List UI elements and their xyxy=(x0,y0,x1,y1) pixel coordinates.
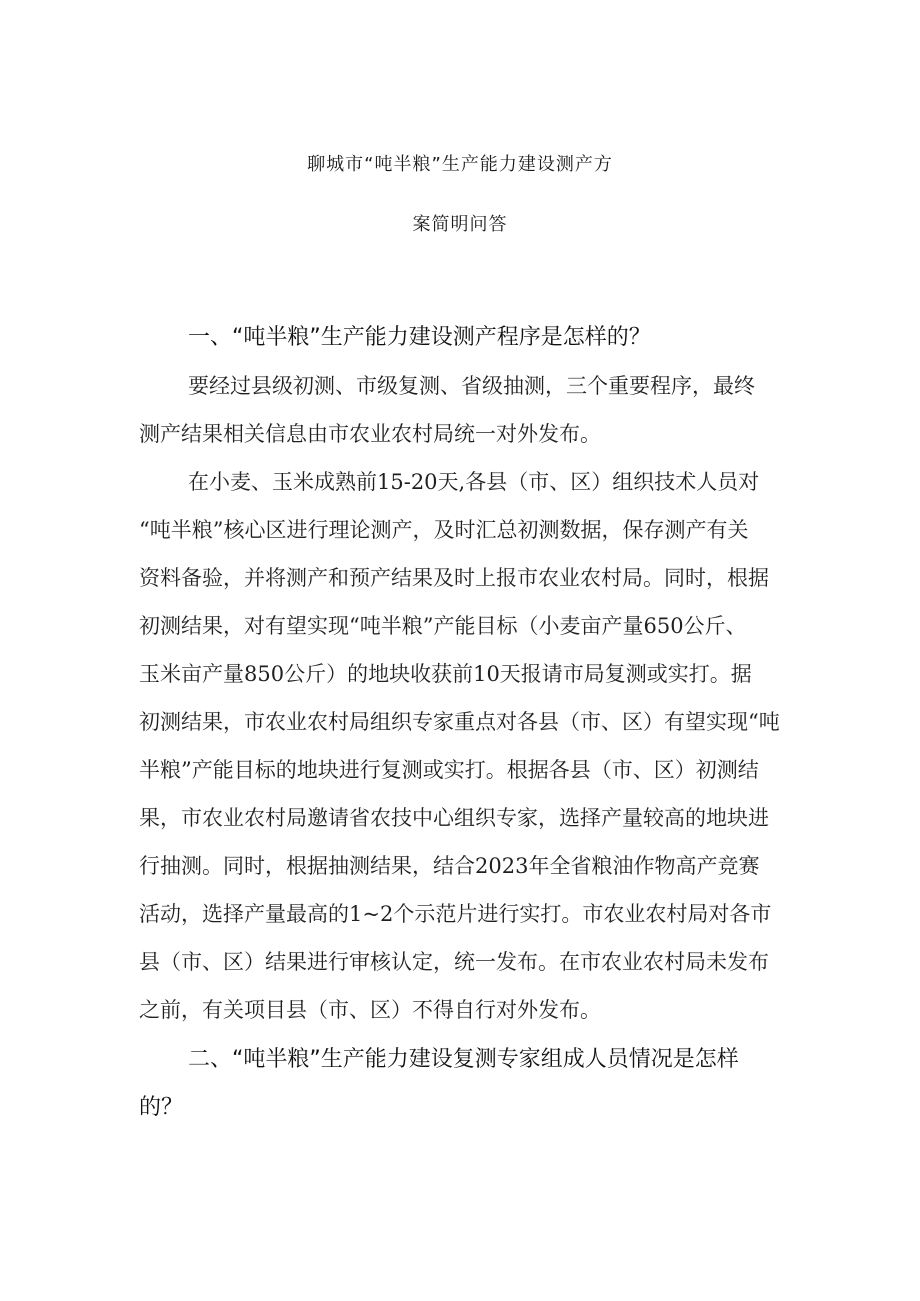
paragraph-1-line-1: 要经过县级初测、市级复测、省级抽测，三个重要程序，最终 xyxy=(188,374,755,398)
paragraph-2-line-7: 半粮”产能目标的地块进行复测或实打。根据各县（市、区）初测结 xyxy=(139,758,759,782)
paragraph-2-line-6: 初测结果，市农业农村局组织专家重点对各县（市、区）有望实现“吨 xyxy=(139,710,780,734)
paragraph-1-line-2: 测产结果相关信息由市农业农村局统一对外发布。 xyxy=(139,422,601,446)
paragraph-2-line-4: 初测结果，对有望实现“吨半粮”产能目标（小麦亩产量650公斤、 xyxy=(139,614,747,638)
paragraph-2-line-8: 果，市农业农村局邀请省农技中心组织专家，选择产量较高的地块进 xyxy=(139,806,769,830)
document-title-line-2: 案简明问答 xyxy=(412,214,508,235)
paragraph-2-line-12: 之前，有关项目县（市、区）不得自行对外发布。 xyxy=(139,998,601,1022)
paragraph-2-line-9: 行抽测。同时，根据抽测结果，结合2023年全省粮油作物高产竞赛 xyxy=(139,854,760,878)
document-title-line-1: 聊城市“吨半粮”生产能力建设测产方 xyxy=(307,154,613,175)
paragraph-2-line-2: “吨半粮”核心区进行理论测产，及时汇总初测数据，保存测产有关 xyxy=(139,518,749,542)
paragraph-2-line-3: 资料备验，并将测产和预产结果及时上报市农业农村局。同时，根据 xyxy=(139,566,769,590)
paragraph-2-line-1: 在小麦、玉米成熟前15-20天,各县（市、区）组织技术人员对 xyxy=(188,470,760,494)
paragraph-2-line-11: 县（市、区）结果进行审核认定，统一发布。在市农业农村局未发布 xyxy=(139,950,769,974)
paragraph-2-line-10: 活动，选择产量最高的1~2个示范片进行实打。市农业农村局对各市 xyxy=(139,902,772,926)
paragraph-2-line-5: 玉米亩产量850公斤）的地块收获前10天报请市局复测或实打。据 xyxy=(139,662,752,686)
section-1-heading: 一、“吨半粮”生产能力建设测产程序是怎样的？ xyxy=(188,325,651,350)
section-2-heading-line-2: 的？ xyxy=(139,1095,184,1120)
section-2-heading-line-1: 二、“吨半粮”生产能力建设复测专家组成人员情况是怎样 xyxy=(188,1047,739,1072)
